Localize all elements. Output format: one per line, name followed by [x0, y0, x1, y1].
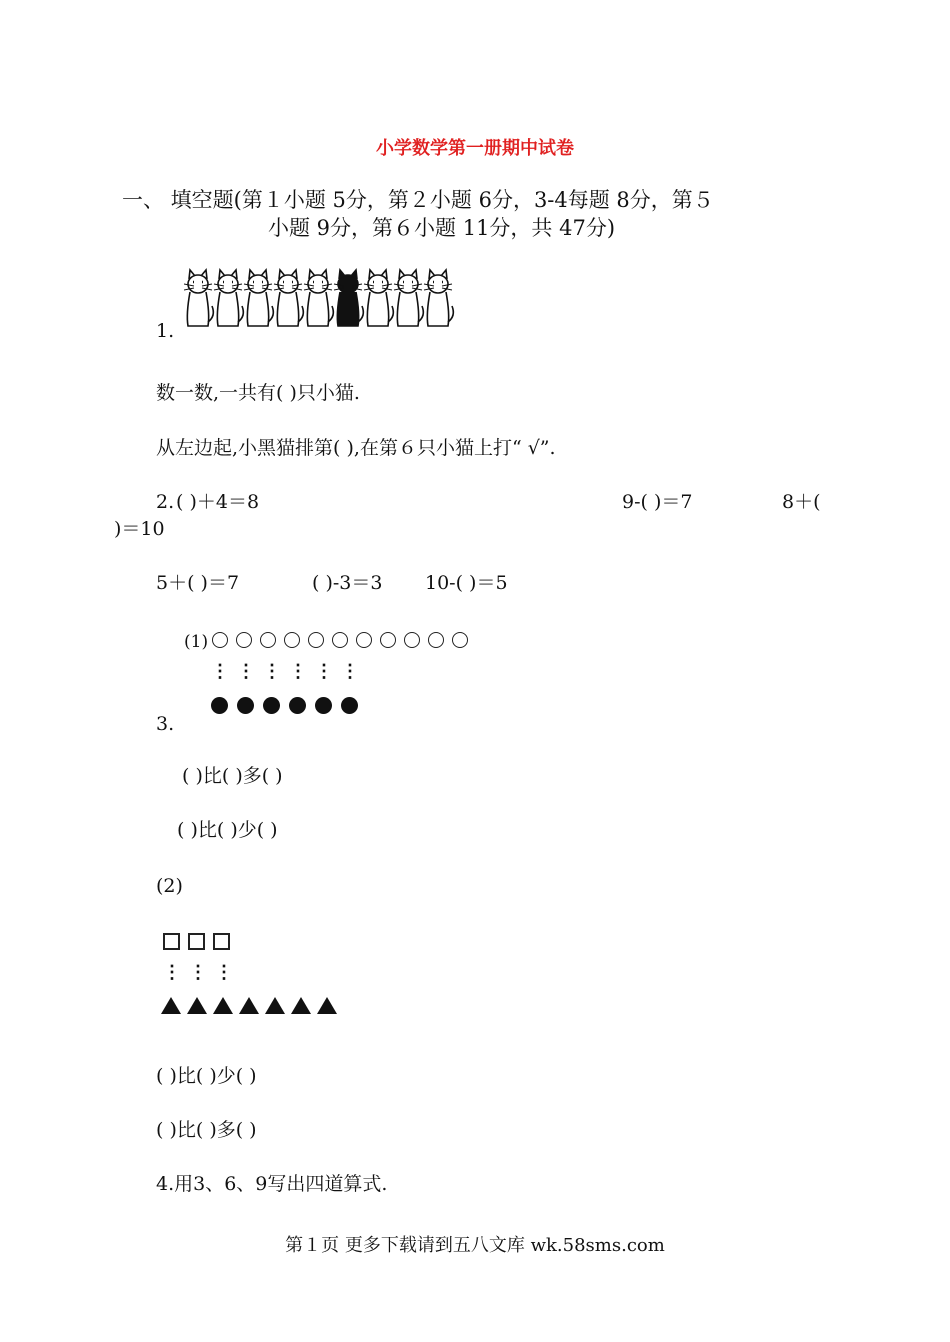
q2-eq3-part2: )＝10: [114, 518, 165, 540]
cat: [214, 270, 243, 326]
hollow-circle: [404, 632, 420, 648]
q3-sub2-line2: ( )比( )多( ): [156, 1119, 257, 1141]
q3-sub1-line2: ( )比( )少( ): [177, 819, 278, 841]
cat: [184, 270, 213, 326]
triangle: [213, 997, 233, 1014]
hollow-circle: [332, 632, 348, 648]
hollow-circle: [356, 632, 372, 648]
vertical-dots: ⋮: [189, 962, 207, 983]
triangle: [317, 997, 337, 1014]
filled-circle: [237, 697, 254, 714]
triangles-row: [161, 997, 343, 1014]
cat: [364, 270, 393, 326]
hollow-circle: [380, 632, 396, 648]
q1-line1: 数一数,一共有( )只小猫.: [156, 382, 360, 404]
q4-text: 4.用3、6、9写出四道算式.: [156, 1173, 388, 1195]
hollow-circle: [452, 632, 468, 648]
correspondence-dots-row-2: [163, 964, 241, 982]
correspondence-dots-row-1: [211, 663, 367, 681]
q2-eq2: 9-( )＝7: [622, 491, 693, 513]
q2-eq6: 10-( )＝5: [425, 572, 508, 594]
triangle: [187, 997, 207, 1014]
filled-circles-row: [211, 697, 367, 714]
triangle: [239, 997, 259, 1014]
page-title: 小学数学第一册期中试卷: [376, 138, 574, 159]
vertical-dots: ⋮: [289, 661, 307, 682]
q2-number: 2.: [156, 491, 175, 513]
q3-number: 3.: [156, 713, 175, 735]
vertical-dots: ⋮: [315, 661, 333, 682]
hollow-circle: [212, 632, 228, 648]
triangle: [265, 997, 285, 1014]
squares-row: [163, 933, 238, 950]
section-heading-line2: 小题 9分，第６小题 11分，共 47分): [268, 216, 616, 240]
q3-sub1-label: (1): [184, 632, 209, 652]
vertical-dots: ⋮: [341, 661, 359, 682]
hollow-circle: [284, 632, 300, 648]
hollow-circle: [428, 632, 444, 648]
q2-eq4: 5＋( )＝7: [156, 572, 240, 594]
filled-circle: [289, 697, 306, 714]
filled-circle: [263, 697, 280, 714]
page-footer: 第１页 更多下载请到五八文库 wk.58sms.com: [285, 1235, 665, 1256]
hollow-circle: [260, 632, 276, 648]
q3-sub2-label: (2): [156, 875, 183, 897]
cat: [394, 270, 423, 326]
filled-circle: [315, 697, 332, 714]
triangle: [291, 997, 311, 1014]
cat: [304, 270, 333, 326]
q2-eq1: ( )＋4＝8: [176, 491, 260, 513]
vertical-dots: ⋮: [215, 962, 233, 983]
hollow-circle: [308, 632, 324, 648]
q1-number: 1.: [156, 320, 175, 342]
q2-eq5: ( )-3＝3: [312, 572, 383, 594]
square: [188, 933, 205, 950]
square: [163, 933, 180, 950]
q3-sub2-line1: ( )比( )少( ): [156, 1065, 257, 1087]
square: [213, 933, 230, 950]
vertical-dots: ⋮: [263, 661, 281, 682]
filled-circle: [341, 697, 358, 714]
cat: [274, 270, 303, 326]
q2-eq3-part1: 8＋(: [782, 491, 821, 513]
filled-circle: [211, 697, 228, 714]
hollow-circles-row: [212, 632, 476, 648]
hollow-circle: [236, 632, 252, 648]
q3-sub1-line1: ( )比( )多( ): [182, 765, 283, 787]
cats-illustration: [184, 264, 466, 334]
vertical-dots: ⋮: [211, 661, 229, 682]
vertical-dots: ⋮: [237, 661, 255, 682]
triangle: [161, 997, 181, 1014]
cat: [424, 270, 453, 326]
vertical-dots: ⋮: [163, 962, 181, 983]
q1-line2: 从左边起,小黑猫排第( ),在第６只小猫上打“ √”.: [156, 437, 556, 459]
black-cat: [334, 270, 363, 326]
cat: [244, 270, 273, 326]
section-heading-line1: 一、 填空题(第１小题 5分，第２小题 6分，3-4每题 8分，第５: [122, 188, 714, 212]
